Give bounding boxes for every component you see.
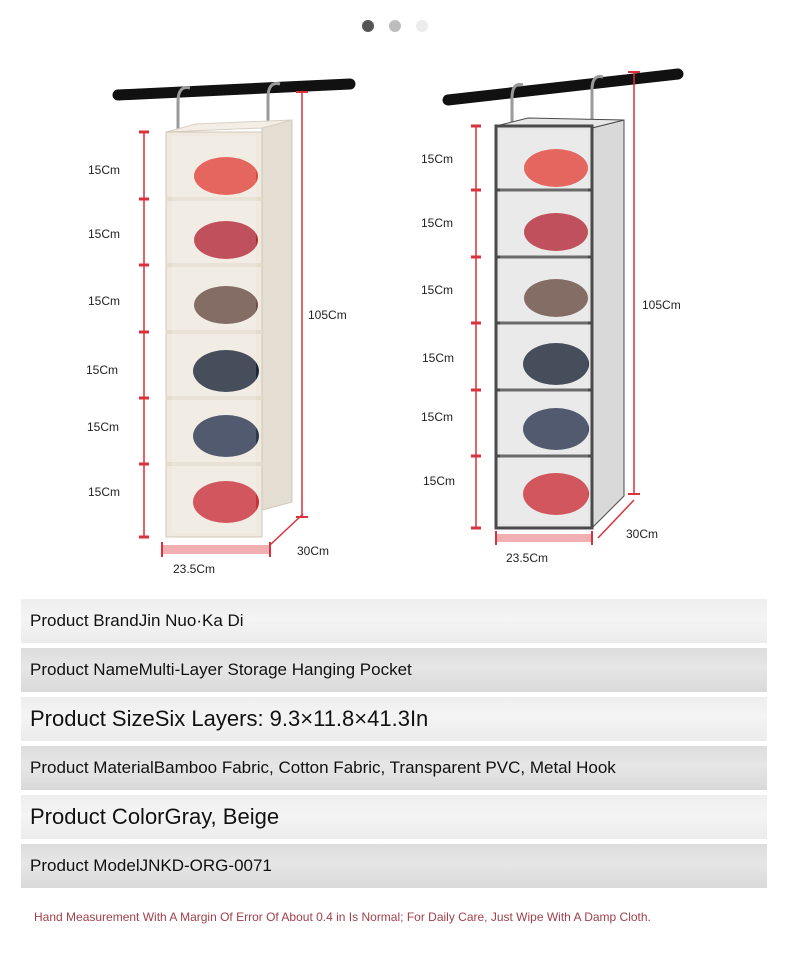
right-layer-2-height: 15Cm [421, 216, 454, 230]
right-layer-3-height: 15Cm [421, 283, 454, 297]
spec-value: Six Layers: 9.3×11.8×41.3In [154, 706, 429, 731]
carousel-indicator [0, 20, 790, 32]
spec-value: JNKD-ORG-0071 [139, 856, 272, 875]
product-illustration [0, 40, 790, 600]
spec-label: Product Material [30, 758, 154, 777]
spec-row-name [21, 648, 767, 692]
care-note: Hand Measurement With A Margin Of Error Of About 0.4 in Is Normal; For Daily Care, Just Wipe With A Damp Cloth. [34, 910, 651, 924]
spec-row-brand [21, 599, 767, 643]
left-layer-1-height: 15Cm [88, 163, 121, 177]
carousel-dot-2[interactable] [389, 20, 401, 32]
left-layer-3-height: 15Cm [88, 294, 121, 308]
right-layer-6-height: 15Cm [423, 474, 456, 488]
spec-label: Product Size [30, 706, 155, 731]
spec-row-color [21, 795, 767, 839]
right-layer-1-height: 15Cm [421, 152, 454, 166]
left-total-height: 105Cm [308, 308, 347, 322]
spec-row-size [21, 697, 767, 741]
spec-row-material [21, 746, 767, 790]
right-layer-5-height: 15Cm [421, 410, 454, 424]
spec-row-model [21, 844, 767, 888]
carousel-dot-1[interactable] [362, 20, 374, 32]
spec-value: Gray, Beige [164, 804, 280, 829]
product-spec-list [21, 599, 767, 893]
spec-label: Product Brand [30, 611, 139, 630]
left-layer-2-height: 15Cm [88, 227, 121, 241]
spec-value: Jin Nuo·Ka Di [138, 611, 244, 630]
left-layer-4-height: 15Cm [86, 363, 119, 377]
spec-label: Product Name [30, 660, 139, 679]
right-layer-4-height: 15Cm [422, 351, 455, 365]
product-figure [0, 40, 790, 600]
left-width: 23.5Cm [173, 562, 216, 576]
spec-label: Product Model [30, 856, 140, 875]
left-layer-6-height: 15Cm [88, 485, 121, 499]
left-layer-5-height: 15Cm [87, 420, 120, 434]
spec-value: Multi-Layer Storage Hanging Pocket [138, 660, 412, 679]
spec-label: Product Color [30, 804, 165, 829]
right-total-height: 105Cm [642, 298, 681, 312]
right-width: 23.5Cm [506, 551, 549, 565]
left-depth: 30Cm [297, 544, 330, 558]
carousel-dot-3[interactable] [416, 20, 428, 32]
right-depth: 30Cm [626, 527, 659, 541]
spec-value: Bamboo Fabric, Cotton Fabric, Transparent PVC, Metal Hook [153, 758, 616, 777]
